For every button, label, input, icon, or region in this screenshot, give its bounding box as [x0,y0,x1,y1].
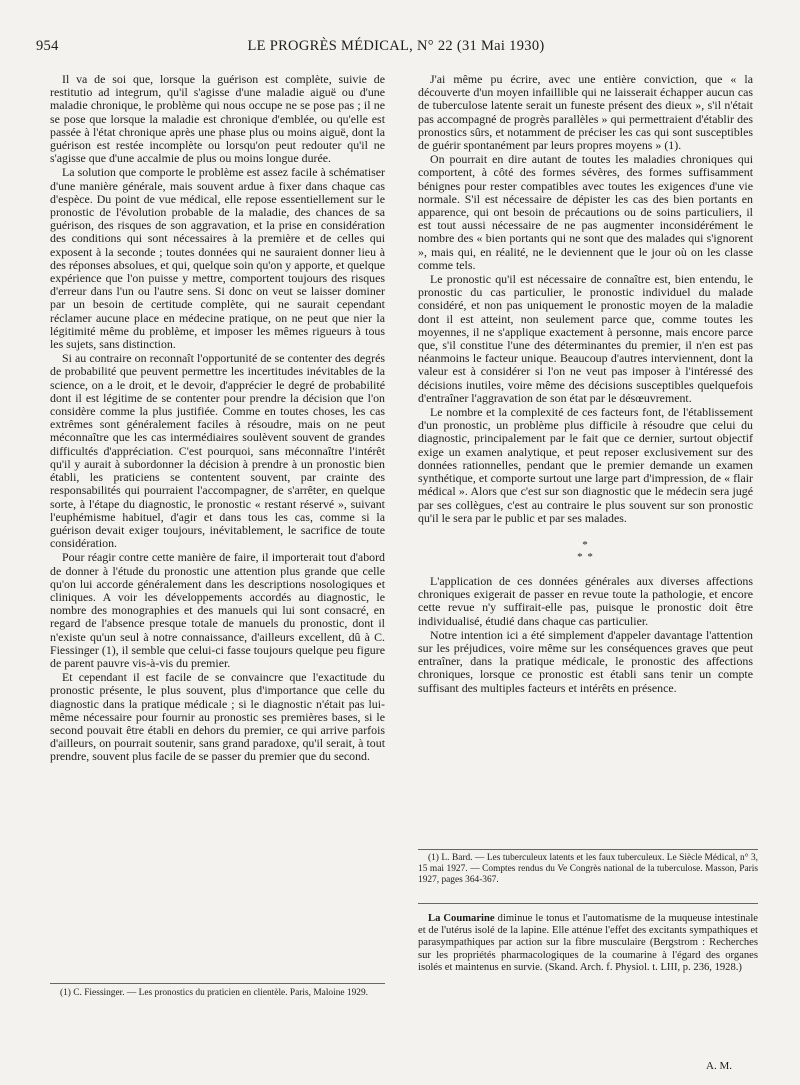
paragraph: J'ai même pu écrire, avec une entière conviction, que « la découverte d'un moyen infaillible qui ne laisserait échapper aucun cas de tuberculose latente serait un funeste présent des dieux », s'il n'était pas accompagné de progrès parallèles » qui permettraient d'établir des pronostics sûrs, et notamment de préciser les cas qui sont susceptibles de guérir spontanément par leurs propres moyens » (1). [418,72,753,153]
footnote-rule-left [50,983,385,984]
paragraph: Le nombre et la complexité de ces facteurs font, de l'établissement d'un pronostic, un problème plus difficile à résoudre que celui du diagnostic, principalement par le fait que ce dernier, surtout objectif exige un examen analytique, et peut reposer exclusivement sur des données rationnelles, pendant que le premier demande un examen synthétique, et comporte surtout une large part d'impression, de « flair médical ». Alors que c'est sur son diagnostic que le médecin sera jugé par ses collègues, c'est au contraire le plus souvent sur son pronostic qu'il le sera par le public et par ses malades. [418,405,753,525]
footnote-left [50,988,385,999]
footnote-text: (1) L. Bard. — Les tuberculeux latents et les faux tuberculeux. Le Siècle Médical, n° 3, 15 mai 1927. — Comptes rendus du Ve Congrès national de la tuberculose. Masson, Paris 1927, pages 364-367. [418,853,758,886]
left-column [50,73,385,765]
footnote-right [418,853,758,887]
paragraph: Le pronostic qu'il est nécessaire de connaître est, bien entendu, le pronostic du cas particulier, le pronostic individuel du malade considéré, et non pas uniquement le pronostic moyen de la maladie dont il est atteint, non seulement parce que, comme toutes les moyennes, il ne s'applique exactement à personne, mais encore parce que, s'il constitue l'une des déterminantes du premier, il n'en est pas néanmoins le facteur unique. Beaucoup d'autres interviennent, dont la valeur est à considérer si l'on ne veut pas imposer à l'intéressé des décisions inutiles, voire même des décisions susceptibles quelquefois d'entraîner l'aggravation de son état par le désœuvrement. [418,272,753,405]
page-number: 954 [36,38,59,54]
paragraph: Notre intention ici a été simplement d'appeler davantage l'attention sur les préjudices, voire même sur les conséquences graves que peut entraîner, dans la pratique médicale, le pronostic des affections chroniques, lorsque ce pronostic est établi sans tenir un compte suffisant des multiples facteurs et intérêts en présence. [418,627,753,695]
paragraph: Pour réagir contre cette manière de faire, il importerait tout d'abord de donner à l'étude du pronostic une attention plus grande que celle qu'on lui accorde généralement dans les descriptions nosologiques et cliniques. A voir les développements accordés au diagnostic, le nombre des monographies et des manuels qui lui sont consacré, en regard de l'absence presque totale de manuels du pronostic, dont il n'existe qu'un seul à notre connaissance, d'ailleurs excellent, dû à C. Fiessinger (1), il semble que celui-ci fasse toujours quelque peu figure de parent pauvre vis-à-vis du premier. [50,550,385,670]
paragraph: Il va de soi que, lorsque la guérison est complète, suivie de restitutio ad integrum, qu'il s'agisse d'une maladie aiguë ou d'une maladie chronique, le problème qui nous occupe ne se pose pas ; il ne se pose que lorsque la maladie est chronique d'emblée, ou qu'elle est passée à l'état chronique après une phase plus ou moins aiguë, dont la guérison est restée incomplète ou lorsqu'on peut redouter qu'il ne s'agisse que d'une accalmie de plus ou moins longue durée. [50,72,385,166]
news-body: diminue le tonus et l'automatisme de la muqueuse intestinale et de l'utérus isolé de la lapine. Elle atténue l'effet des excitants sympathiques et parasympathiques par action sur la fibre musculaire (Bergstrom : Recherches sur les propriétés pharmacologiques de la coumarine à l'égard des organes isolés et maintenus en survie. (Skand. Arch. f. Physiol. t. LIII, p. 236, 1928.) [418,913,759,973]
paragraph: Et cependant il est facile de se convaincre que l'exactitude du pronostic présente, le plus souvent, plus d'importance que celle du diagnostic dans la pratique médicale ; si le diagnostic n'était pas lui-même nécessaire pour fournir au pronostic ses premières bases, si le second pouvait être établi en dehors du premier, ce qui arrive parfois d'ailleurs, on pourrait soutenir, sans grand paradoxe, qu'il serait, à tout prendre, souvent plus facile de se passer du premier que du second. [50,670,385,764]
paragraph: La solution que comporte le problème est assez facile à schématiser d'une manière générale, mais souvent ardue à fixer dans chaque cas d'espèce. Du point de vue médical, elle repose essentiellement sur le pronostic de l'évolution probable de la maladie, des chances de sa guérison, des risques de son aggravation, et la prise en considération des conditions qui sont nécessaires à la première et de celles qui exposent à la seconde ; toutes données qui ne sauraient donner lieu à des réponses absolues, et qui, quelque soin qu'on y apporte, et quelque expérience que l'on puisse y mettre, comportent toujours des risques d'erreur dans l'un ou l'autre sens. Si donc on veut se laisser dominer par un besoin de certitude complète, qui ne saurait cependant réclamer aucune place en médecine pratique, on ne peut que nier la légitimité même du problème, et imposer les mêmes rigueurs à tous les sujets, sans distinction. [50,165,386,352]
paragraph: L'application de ces données générales aux diverses affections chroniques exigerait de passer en revue toute la pathologie, et encore cette revue n'y suffirait-elle pas, puisque le pronostic doit être individualisé, étudié dans chaque cas particulier. [418,573,753,628]
news-title: La Coumarine [428,913,495,924]
paragraph: On pourrait en dire autant de toutes les maladies chroniques qui comportent, à côté des formes sévères, des formes suffisamment bénignes pour rester compatibles avec toutes les exigences d'une vie normale. S'il est nécessaire de dépister les cas des bien portants en apparence, qui ont besoin de précautions ou de soins particuliers, il est tout aussi nécessaire de ne pas augmenter inconsidérément le nombre des « bien portants qui ne sont que des malades qui s'ignorent », mais qui, en réalité, ne le deviennent que le jour où on les classe comme tels. [418,152,753,272]
footnote-text: (1) C. Fiessinger. — Les pronostics du praticien en clientèle. Paris, Maloine 1929. [60,988,369,998]
page-header [36,38,756,58]
section-asterism: * * * [577,538,594,563]
footnote-rule-right [418,849,758,850]
news-signature: A. M. [706,1060,732,1072]
running-title: LE PROGRÈS MÉDICAL, N° 22 (31 Mai 1930) [247,38,545,54]
right-column [418,73,753,696]
news-item [418,913,758,974]
news-rule [418,903,758,904]
paragraph: Si au contraire on reconnaît l'opportunité de se contenter des degrés de probabilité que peuvent permettre les incertitudes inévitables de la science, on a le droit, et le devoir, d'apprécier le degré de probabilité dont il est légitime de se contenter pour prendre la décision que l'on considère comme la plus justifiée. Comme en toutes choses, les cas extrêmes sont généralement faciles à résoudre, mais on ne peut méconnaître que les cas intermédiaires soulèvent souvent de grandes difficultés d'appréciation. C'est pourquoi, sans méconnaître l'intérêt qu'il y aurait à subordonner la décision à prendre à un pronostic bien établi, les praticiens se contentent souvent, par crainte des responsabilités qui pourraient l'accompagner, de s'arrêter, en quelque sorte, à l'étape du diagnostic, le pronostic « restant réservé », suivant l'euphémisme habituel, d'agir et dans tous les cas, comme si la guérison devait exiger toujours, inévitablement, le sacrifice de toute considération. [50,351,385,551]
